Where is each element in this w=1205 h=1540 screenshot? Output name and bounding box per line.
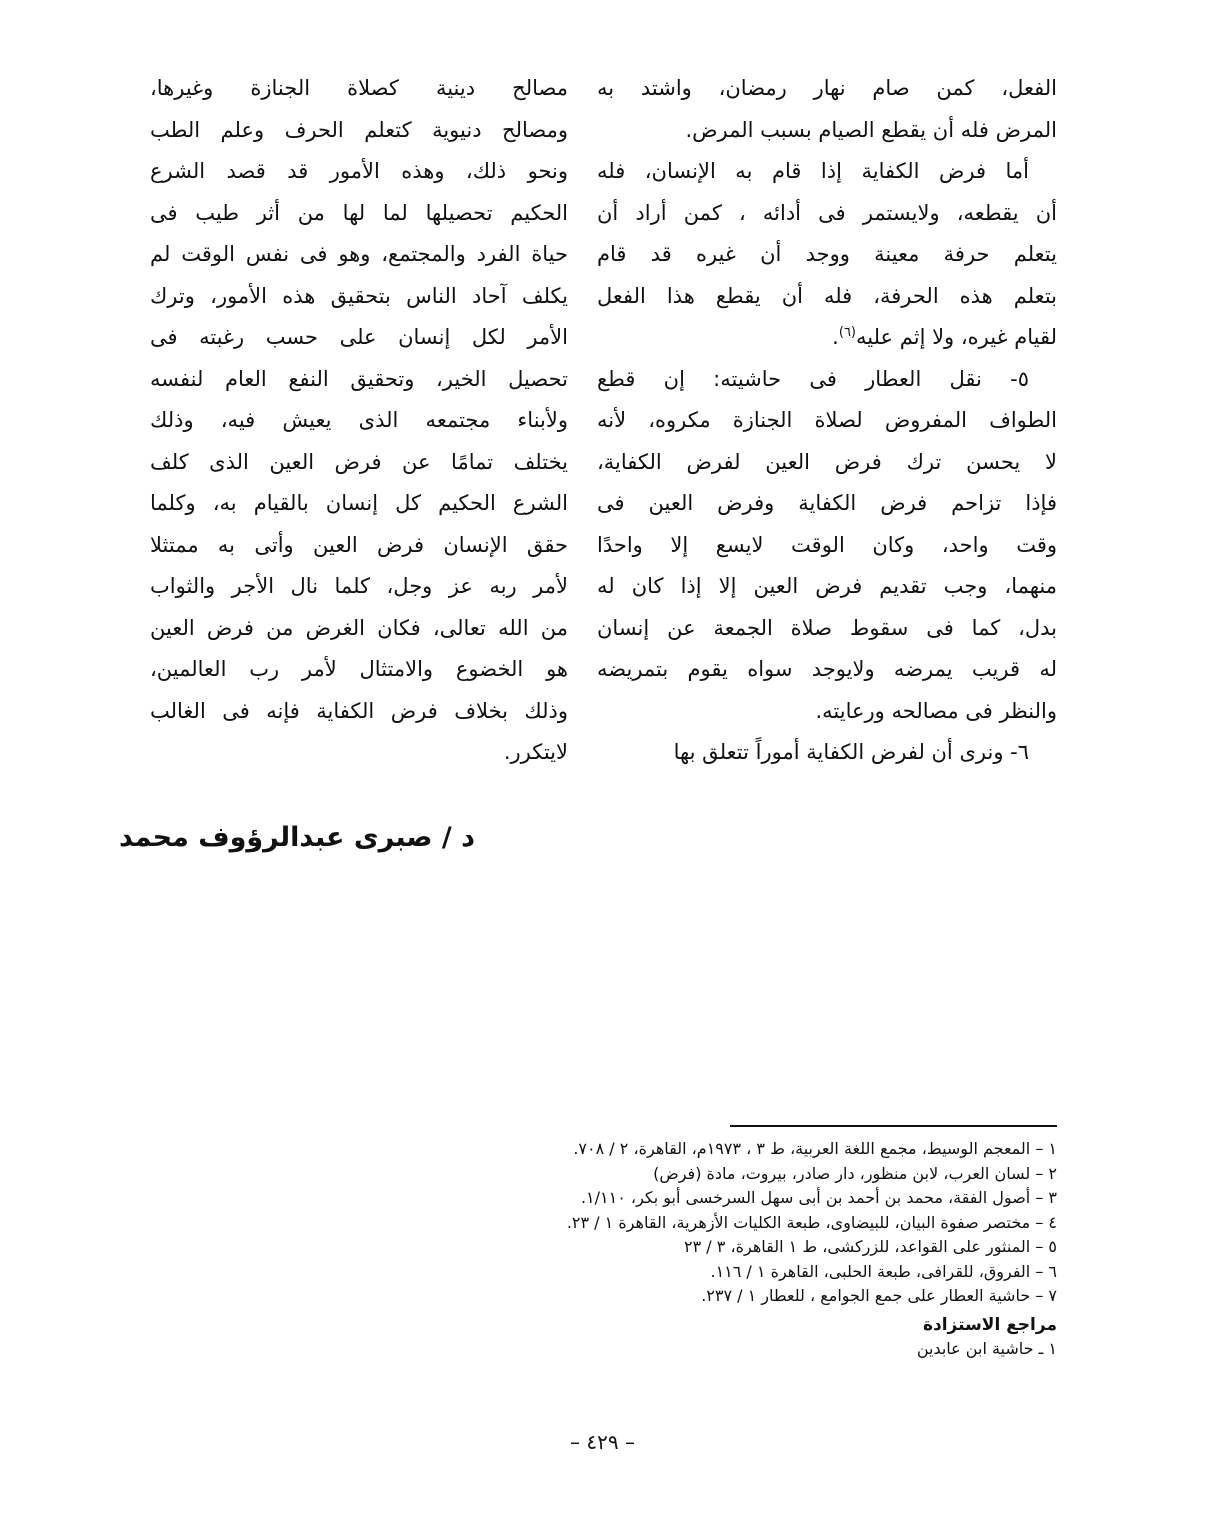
- footnote-item: ٥ – المنثور على القواعد، للزركشى، ط ١ القاهرة، ٣ / ٢٣: [684, 1237, 1057, 1256]
- body-line: حقق الإنسان فرض العين وأتى به ممتثلا: [150, 532, 568, 557]
- author-signature: د / صبرى عبدالرؤوف محمد: [118, 822, 475, 853]
- body-text: لقيام غيره، ولا إثم عليه: [856, 325, 1057, 349]
- body-line: أما فرض الكفاية إذا قام به الإنسان، فله: [597, 159, 1029, 183]
- body-line: فإذا تزاحم فرض الكفاية وفرض العين فى: [597, 491, 1057, 515]
- footnotes: [437, 1137, 1057, 1362]
- body-line: وقت واحد، وكان الوقت لايسع إلا واحدًا: [597, 532, 1057, 557]
- body-line: من الله تعالى، فكان الغرض من فرض العين: [150, 615, 568, 640]
- body-line: له قريب يمرضه ولايوجد سواه يقوم بتمريضه: [597, 657, 1057, 681]
- body-line: منهما، وجب تقديم فرض العين إلا إذا كان له: [597, 574, 1057, 598]
- footnote-item: ٢ – لسان العرب، لابن منظور، دار صادر، بيروت، مادة (فرض): [653, 1163, 1057, 1183]
- body-line: [597, 317, 1057, 359]
- footnote-item: ٦ – الفروق، للقرافى، طبعة الحلبى، القاهرة ١ / ١١٦.: [710, 1261, 1057, 1281]
- body-line: الشرع الحكيم كل إنسان بالقيام به، وكلما: [150, 491, 568, 515]
- body-line: الطواف المفروض لصلاة الجنازة مكروه، لأنه: [597, 408, 1057, 432]
- body-line: ولأبناء مجتمعه الذى يعيش فيه، وذلك: [150, 408, 568, 432]
- references-title: مراجع الاستزادة: [922, 1314, 1057, 1335]
- body-line: الأمر لكل إنسان على حسب رغبته فى: [150, 325, 568, 349]
- body-line: يتعلم حرفة معينة ووجد أن غيره قد قام: [597, 242, 1057, 266]
- body-line: حياة الفرد والمجتمع، وهو فى نفس الوقت لم: [150, 242, 568, 266]
- left-column: [150, 68, 568, 774]
- body-line: تحصيل الخير، وتحقيق النفع العام لنفسه: [150, 366, 568, 391]
- footnote-item: ٧ – حاشية العطار على جمع الجوامع ، للعطار ١ / ٢٣٧.: [701, 1286, 1057, 1305]
- footnote-item: ١ – المعجم الوسيط، مجمع اللغة العربية، ط ٣ ، ١٩٧٣م، القاهرة، ٢ / ٧٠٨.: [573, 1139, 1057, 1158]
- body-text: .: [832, 325, 839, 349]
- page-number: – ٤٢٩ –: [570, 1430, 635, 1454]
- body-line: هو الخضوع والامتثال لأمر رب العالمين،: [150, 657, 568, 681]
- body-line: لأمر ربه عز وجل، كلما نال الأجر والثواب: [150, 574, 568, 598]
- body-line: بدل، كما فى سقوط صلاة الجمعة عن إنسان: [597, 615, 1057, 640]
- body-line: وذلك بخلاف فرض الكفاية فإنه فى الغالب: [150, 698, 568, 723]
- body-line: ٥- نقل العطار فى حاشيته: إن قطع: [597, 366, 1029, 391]
- body-line: والنظر فى مصالحه ورعايته.: [815, 698, 1057, 723]
- right-column: [597, 68, 1057, 774]
- body-line: يختلف تمامًا عن فرض العين الذى كلف: [150, 449, 568, 474]
- reference-item: ١ ـ حاشية ابن عابدين: [916, 1339, 1057, 1358]
- body-line: يكلف آحاد الناس بتحقيق هذه الأمور، وترك: [150, 283, 568, 308]
- footnote-item: ٣ – أصول الفقة، محمد بن أحمد بن أبى سهل السرخسى أبو بكر، ١/١١٠.: [580, 1188, 1057, 1207]
- footnote-item: ٤ – مختصر صفوة البيان، للبيضاوى، طبعة الكليات الأزهرية، القاهرة ١ / ٢٣.: [566, 1212, 1057, 1232]
- body-line: الحكيم تحصيلها لما لها من أثر طيب فى: [150, 200, 568, 225]
- body-line: لا يحسن ترك فرض العين لفرض الكفاية،: [597, 449, 1057, 474]
- body-line: الفعل، كمن صام نهار رمضان، واشتد به: [597, 76, 1057, 100]
- body-line: لايتكرر.: [503, 740, 568, 764]
- body-line: ونحو ذلك، وهذه الأمور قد قصد الشرع: [150, 159, 568, 183]
- footnote-reference: (٦): [838, 325, 856, 340]
- footnote-divider: [730, 1125, 1057, 1127]
- body-line: مصالح دينية كصلاة الجنازة وغيرها،: [150, 76, 568, 100]
- body-line: أن يقطعه، ولايستمر فى أدائه ، كمن أراد أن: [597, 200, 1057, 225]
- body-line: بتعلم هذه الحرفة، فله أن يقطع هذا الفعل: [597, 283, 1057, 308]
- body-line: المرض فله أن يقطع الصيام بسبب المرض.: [685, 117, 1057, 142]
- body-line: ٦- ونرى أن لفرض الكفاية أموراً تتعلق بها: [673, 740, 1029, 764]
- body-line: ومصالح دنيوية كتعلم الحرف وعلم الطب: [150, 117, 568, 142]
